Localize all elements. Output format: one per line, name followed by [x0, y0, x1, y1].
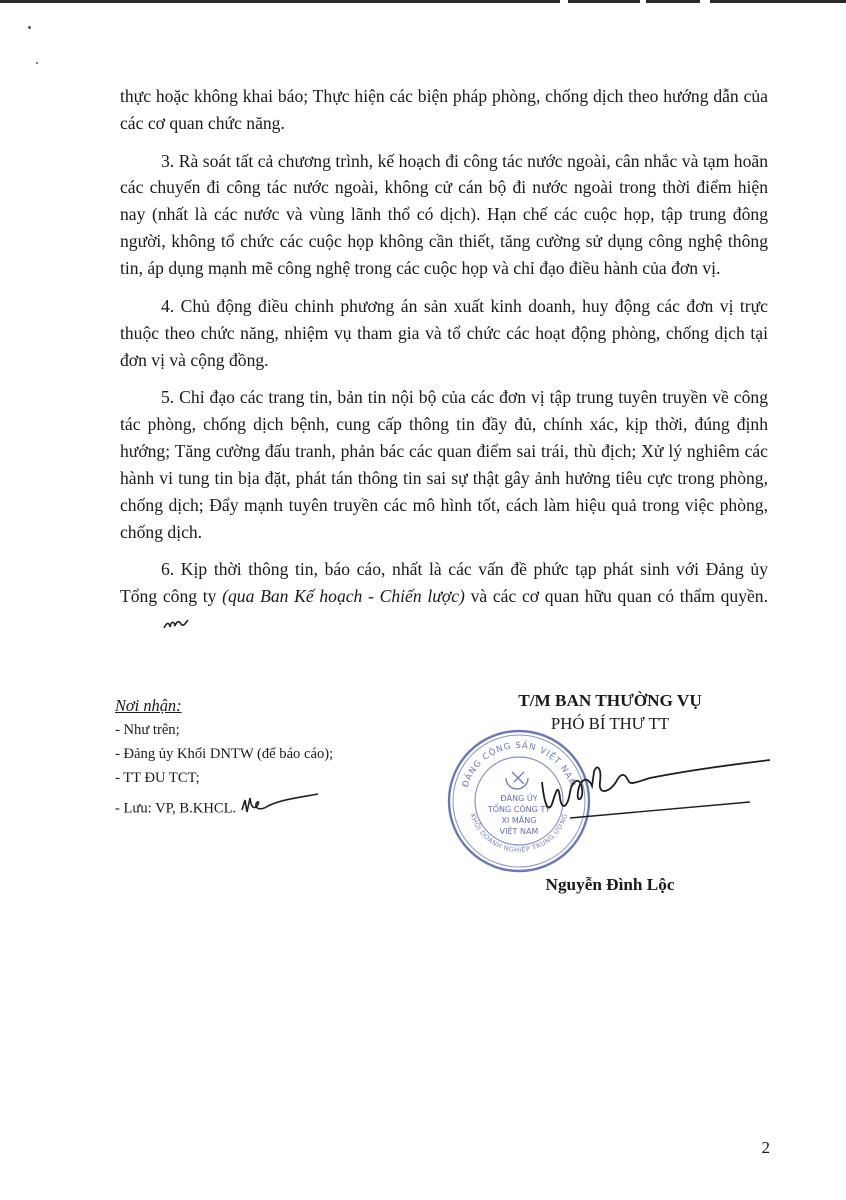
paragraph-5: 5. Chỉ đạo các trang tin, bản tin nội bộ của các đơn vị tập trung tuyên truyền về công tác phòng, chống dịch bệnh, cung cấp thông tin đầy đủ, chính xác, kịp thời, đúng định hướng; Tăng cường đấu tranh, phản bác các quan điểm sai trái, thù địch; Xử lý nghiêm các hành vi tung tin bịa đặt, phát tán thông tin sai sự thật gây ảnh hưởng tiêu cực trong phòng, chống dịch; Đẩy mạnh tuyên truyền các mô hình tốt, cách làm hiệu quả trong việc phòng, chống dịch.: [120, 387, 768, 542]
svg-text:XI MĂNG: XI MĂNG: [501, 816, 537, 825]
scan-edge-gap: [640, 0, 646, 3]
position-line: PHÓ BÍ THƯ TT: [550, 714, 670, 733]
recipient-item-text: - Lưu: VP, B.KHCL.: [115, 800, 237, 817]
scan-edge-gap: [560, 0, 568, 3]
recipient-item-archive: [115, 790, 435, 828]
handwritten-signature: [530, 752, 780, 847]
scan-speck: [28, 26, 31, 29]
recipients-title: Nơi nhận:: [115, 696, 182, 715]
recipient-item: - Đảng ủy Khối DNTW (để báo cáo);: [115, 746, 334, 762]
svg-text:VIỆT NAM: VIỆT NAM: [499, 827, 539, 836]
paragraph-4: 4. Chủ động điều chinh phương án sản xuất kinh doanh, huy động các đơn vị trực thuộc theo chức năng, nhiệm vụ tham gia và tổ chức các hoạt động phòng, chống dịch tại đơn vị và cộng đồng.: [120, 295, 768, 370]
svg-text:TỔNG CÔNG TY: TỔNG CÔNG TY: [487, 805, 551, 814]
scan-top-edge: [0, 0, 846, 3]
svg-text:ĐẢNG ỦY: ĐẢNG ỦY: [500, 794, 538, 803]
recipients-block: [115, 693, 435, 828]
paragraph-6-italic: (qua Ban Kế hoạch - Chiến lược): [222, 586, 465, 607]
paragraph-6: [120, 556, 768, 638]
document-body: [120, 83, 768, 649]
scan-edge-gap: [700, 0, 710, 3]
page-number: 2: [761, 1138, 770, 1157]
signer-name: Nguyễn Đình Lộc: [545, 875, 675, 894]
paragraph-6-end: và các cơ quan hữu quan có thẩm quyền.: [464, 586, 769, 607]
scan-speck: [36, 62, 38, 64]
recipient-item: - TT ĐU TCT;: [115, 770, 200, 786]
svg-text:KHỐI DOANH NGHIỆP TRUNG ƯƠNG: KHỐI DOANH NGHIỆP TRUNG ƯƠNG: [468, 812, 570, 855]
paragraph-3: 3. Rà soát tất cả chương trình, kế hoạch đi công tác nước ngoài, cân nhắc và tạm hoãn các chuyến đi công tác nước ngoài, không cử cán bộ đi nước ngoài trong thời điểm hiện nay (nhất là các nước và vùng lãnh thổ có dịch). Hạn chế các cuộc họp, tập trung đông người, không tổ chức các cuộc họp không cần thiết, tăng cường sử dụng công nghệ thông tin, áp dụng mạnh mẽ công nghệ trong các cuộc họp và chỉ đạo điều hành của đơn vị.: [120, 150, 768, 279]
org-line: T/M BAN THƯỜNG VỤ: [518, 691, 702, 710]
initials-mark: [240, 790, 320, 828]
end-initial-mark: [122, 612, 189, 639]
paragraph-6-start: 6. Kịp thời thông tin, báo cáo, nhất là các vấn đề phức tạp phát sinh với Đảng ủy Tổng công ty: [120, 559, 768, 607]
paragraph-continuation: thực hoặc không khai báo; Thực hiện các biện pháp phòng, chống dịch theo hướng dẫn của các cơ quan chức năng.: [120, 86, 768, 133]
recipient-item: - Như trên;: [115, 722, 180, 738]
svg-text:ĐẢNG CỘNG SẢN VIỆT NAM: ĐẢNG CỘNG SẢN VIỆT NAM: [460, 740, 578, 789]
